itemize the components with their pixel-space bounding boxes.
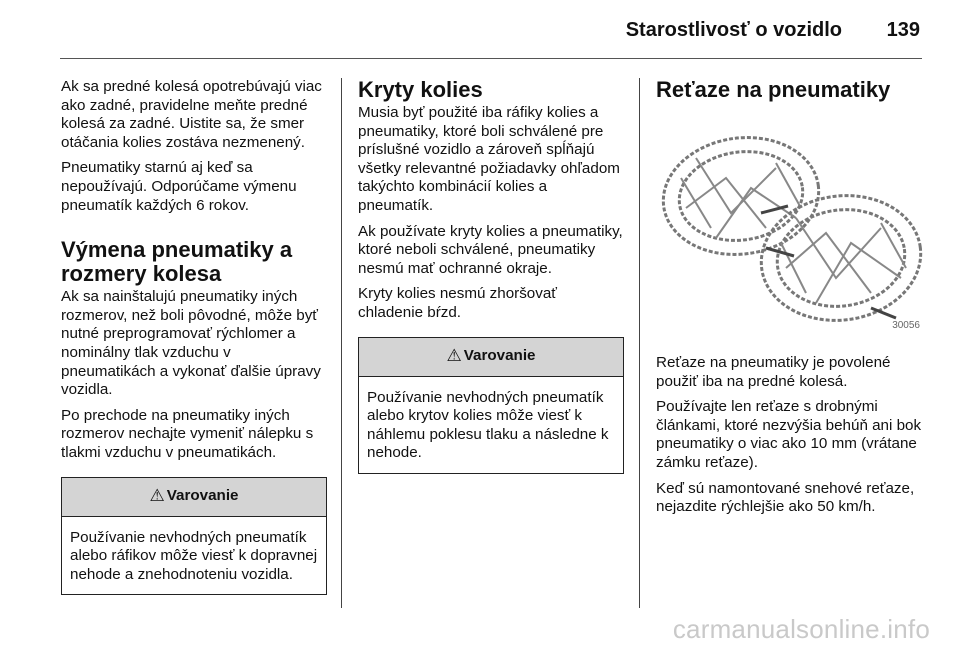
column-divider-1 <box>341 78 342 608</box>
paragraph: Používajte len reťaze s drobnými článkami, ktoré nezvýšia behúň ani bok pneumatiky o viac ako 10 mm (vrátane zámku reťaze). <box>656 398 922 471</box>
paragraph: Keď sú namontované snehové reťaze, nejazdite rýchlejšie ako 50 km/h. <box>656 479 915 516</box>
warning-title: Varovanie <box>463 347 536 365</box>
figure-number: 30056 <box>892 320 920 332</box>
warning-title: Varovanie <box>166 487 239 505</box>
column-middle <box>358 78 624 474</box>
header-divider <box>60 58 922 59</box>
paragraph: Pneumatiky starnú aj keď sa nepoužívajú. Odporúčame výmenu pneumatík každých 6 rokov. <box>61 159 297 214</box>
warning-header <box>359 338 623 377</box>
section-title: Starostlivosť o vozidlo <box>625 19 842 41</box>
page-number: 139 <box>886 19 920 41</box>
heading-tire-change: Výmena pneumatiky a rozmery kolesa <box>61 237 293 287</box>
warning-text: Používanie nevhodných pneumatík alebo krytov kolies môže viesť k náhlemu poklesu tlaku a následne k nehode. <box>367 388 609 462</box>
paragraph: Kryty kolies nesmú zhoršovať chladenie bŕzd. <box>358 285 557 321</box>
warning-triangle-icon: ⚠ <box>149 486 165 506</box>
page-header <box>0 0 960 60</box>
warning-box <box>61 477 327 596</box>
paragraph: Ak sa predné kolesá opotrebúvajú viac ako zadné, pravidelne meňte predné kolesá za zadné. Uistite sa, že smer otáčania kolies zostáva nezmenený. <box>61 78 322 151</box>
paragraph: Ak sa nainštalujú pneumatiky iných rozmerov, než boli pôvodné, môže byť nutné preprogramovať rýchlomer a nominálny tlak vzduchu v pneumatikách a vykonať ďalšie úpravy vozidla. <box>61 288 321 399</box>
heading-snow-chains: Reťaze na pneumatiky <box>656 77 891 102</box>
snow-chains-icon <box>656 118 926 338</box>
warning-triangle-icon: ⚠ <box>446 346 462 366</box>
paragraph: Reťaze na pneumatiky je povolené použiť iba na predné kolesá. <box>656 354 891 390</box>
paragraph: Po prechode na pneumatiky iných rozmerov nechajte vymeniť nálepku s tlakmi vzduchu v pneumatikách. <box>61 406 314 461</box>
column-divider-2 <box>639 78 640 608</box>
column-left <box>61 78 327 595</box>
paragraph: Ak používate kryty kolies a pneumatiky, ktoré neboli schválené, pneumatiky nesmú mať ochranné okraje. <box>358 222 623 277</box>
warning-text: Používanie nevhodných pneumatík alebo ráfikov môže viesť k dopravnej nehode a znehodnoteniu vozidla. <box>70 528 318 583</box>
warning-box <box>358 337 624 474</box>
paragraph: Musia byť použité iba ráfiky kolies a pneumatiky, ktoré boli schválené pre príslušné vozidlo a zároveň spĺňajú všetky relevantné požiadavky ohľadom takýchto kombinácií kolies a pneumatík. <box>358 104 620 214</box>
column-right <box>656 78 926 524</box>
snow-chains-illustration <box>656 118 926 338</box>
heading-wheel-covers: Kryty kolies <box>358 77 483 102</box>
watermark: carmanualsonline.info <box>672 614 930 644</box>
warning-header <box>62 478 326 517</box>
